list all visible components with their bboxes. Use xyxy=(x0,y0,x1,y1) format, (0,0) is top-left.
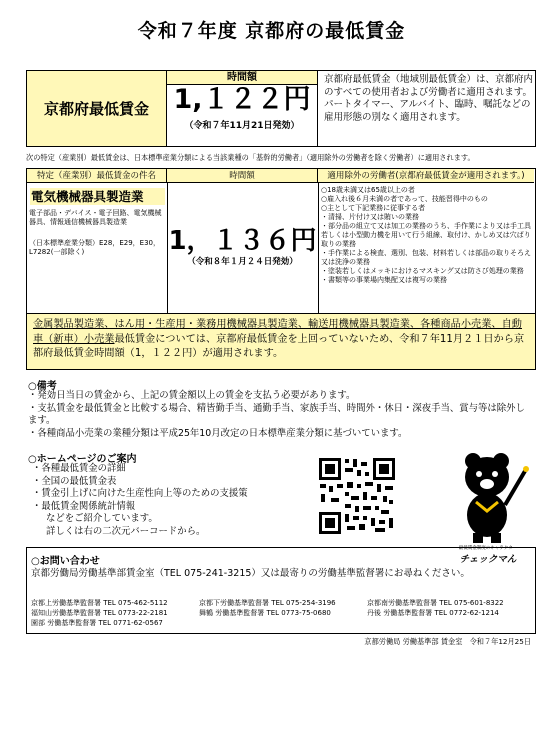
divider xyxy=(318,183,319,313)
other-industries-text xyxy=(33,318,531,362)
mascot-checkman-icon xyxy=(443,447,531,545)
contact-box xyxy=(26,547,536,634)
office-entry: 京都上労働基準監督署 TEL 075-462-5112 xyxy=(31,599,168,607)
remark-item: ・支払賃金を最低賃金と比較する場合、精皆勤手当、通勤手当、家族手当、時間外・休日・深夜手当、賞与等は除外します。 xyxy=(28,402,525,426)
remarks-heading: ○備考 xyxy=(28,381,57,392)
exclusion-item: ・部分品の組立て又は加工の業務のうち、手作業により又は手工具若しくは小型動力機を用いて行う組線、取付け、かしめ又は穴ばり取りの業務 xyxy=(321,222,531,249)
homepage-item: 詳しくは右の二次元バーコードから。 xyxy=(46,525,206,537)
footer-issuer-date: 京都労働局 労働基準部 賃金室 令和７年12月25日 xyxy=(364,637,531,646)
remark-item: ・各種商品小売業の業種分類は平成25年10月改定の日本標準産業分類に基づいています。 xyxy=(28,427,408,439)
remark-item: ・発効日当日の賃金から、上記の賃金額以上の賃金を支払う必要があります。 xyxy=(28,390,356,401)
office-entry: 丹後 労働基準監督署 TEL 0772-62-1214 xyxy=(367,609,499,617)
homepage-heading: ○ホームページのご案内 xyxy=(28,454,137,465)
exclusion-item: ○18歳未満又は65歳以上の者 xyxy=(321,186,415,194)
mascot-name: チェックマん xyxy=(459,554,517,565)
specific-wage-table xyxy=(26,168,536,314)
homepage-item: ・賃金引上げに向けた生産性向上等のための支援策 xyxy=(32,488,248,499)
other-industries-note: 最低賃金については、京都府最低賃金を上回っていないため、令和７年11月２１日から京都府最低賃金時間額（1，１２２円）が適用されます。 xyxy=(33,333,525,359)
exclusion-item: ・塗装若しくはメッキにおけるマスキング又は防さび処理の業務 xyxy=(321,267,524,276)
qr-code-icon[interactable] xyxy=(317,456,397,536)
industry-name: 電気機械器具製造業 xyxy=(30,188,165,205)
exclusion-item: ・書類等の事業場内集配又は複写の業務 xyxy=(321,276,447,285)
exclusion-item: ・清掃、片付け又は賄いの業務 xyxy=(321,213,419,222)
wage-label: 時間額 xyxy=(167,71,317,85)
homepage-item: ・最低賃金関係統計情報 xyxy=(32,500,136,512)
industry-classification: （日本標準産業分類）E28，E29，E30，L7282(一部除く) xyxy=(29,239,160,257)
regional-wage-amount: 1,１２２円 xyxy=(173,84,311,115)
col-header-wage: 時間額 xyxy=(167,169,318,183)
remarks-list xyxy=(28,390,533,440)
regional-wage-name: 京都府最低賃金 xyxy=(27,71,167,146)
specific-effective-date: （令和８年１月２４日発効） xyxy=(187,257,298,267)
page-title: 令和７年度 京都府の最低賃金 xyxy=(137,20,406,42)
homepage-item: ・全国の最低賃金表 xyxy=(32,475,117,487)
office-entry: 福知山労働基準監督署 TEL 0773-22-2181 xyxy=(31,609,168,617)
office-entry: 園部 労働基準監督署 TEL 0771-62-0567 xyxy=(31,619,163,627)
mascot-caption: 最低賃金制度のキャラクター xyxy=(458,546,518,551)
homepage-item: ・各種最低賃金の詳細 xyxy=(32,463,126,474)
exclusion-list xyxy=(321,186,533,286)
office-entry: 京都下労働基準監督署 TEL 075-254-3196 xyxy=(199,599,336,607)
col-header-name: 特定（産業別）最低賃金の件名 xyxy=(27,169,167,183)
regional-effective-date: （令和７年11月21日発効） xyxy=(184,121,300,131)
contact-heading: ○お問い合わせ xyxy=(31,556,100,567)
col-header-exclusion: 適用除外の労働者(京都府最低賃金が適用されます。) xyxy=(318,169,534,183)
office-entry: 京都南労働基準監督署 TEL 075-601-8322 xyxy=(367,599,504,607)
homepage-item: などをご紹介しています。 xyxy=(46,513,158,524)
specific-wage-amount: 1，１３６円 xyxy=(168,226,317,256)
regional-wage-description: 京都府最低賃金（地域別最低賃金）は、京都府内のすべての使用者および労働者に適用されます。パートタイマー、アルバイト、臨時、嘱託などの雇用形態の別なく適用されます。 xyxy=(324,74,534,123)
office-entry: 舞鶴 労働基準監督署 TEL 0773-75-0680 xyxy=(199,609,331,617)
other-industries-list: 金属製品製造業、はん用・生産用・業務用機械器具製造業、輸送用機械器具製造業、各種商品小売業、自動車（新車）小売業 xyxy=(33,319,522,345)
contact-main: 京都労働局労働基準部賃金室（TEL 075-241-3215）又は最寄りの労働基準監督署にお尋ねください。 xyxy=(31,568,470,579)
exclusion-item: ○主として下記業務に従事する者 xyxy=(321,204,426,213)
exclusion-item: ・手作業による検査、選別、包装、材料若しくは部品の取りそろえ又は洗浄の業務 xyxy=(321,249,531,267)
specific-wage-note: 次の特定（産業別）最低賃金は、日本標準産業分類による当該業種の「基幹的労働者」（適用除外の労働者を除く労働者）に適用されます。 xyxy=(26,153,475,162)
regional-wage-amount-cell xyxy=(167,71,318,146)
industry-description: 電子部品・デバイス・電子回路、電気機械器具、情報通信機械器具製造業 xyxy=(29,209,162,227)
homepage-list xyxy=(32,463,332,538)
regional-wage-box xyxy=(26,70,536,147)
other-industries-box xyxy=(26,314,536,370)
exclusion-item: ○雇入れ後６月未満の者であって、技能習得中のもの xyxy=(321,195,488,204)
